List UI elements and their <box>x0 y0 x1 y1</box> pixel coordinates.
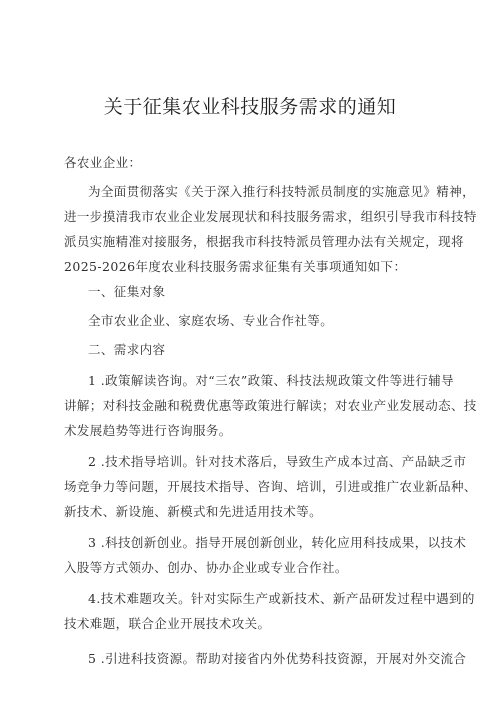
item-2-line-3: 新技术、新设施、新模式和先进适用技术等。 <box>64 504 323 519</box>
intro-line-4: 2025-2026年度农业科技服务需求征集有关事项通知如下： <box>64 259 407 274</box>
item-4-line-1: 4.技术难题攻关。针对实际生产或新技术、新产品研发过程中遇到的 <box>88 591 475 606</box>
intro-line-2: 进一步摸清我市农业企业发展现状和科技服务需求，组织引导我市科技特 <box>64 209 477 224</box>
item-1-line-2: 讲解；对科技金融和税费优惠等政策进行解读；对农业产业发展动态、技 <box>64 398 477 413</box>
section-1-heading: 一、征集对象 <box>88 284 166 299</box>
item-1-line-1: 1 .政策解读咨询。对“三农”政策、科技法规政策文件等进行辅导 <box>88 373 455 388</box>
item-2-line-1: 2 .技术指导培训。针对技术落后，导致生产成本过高、产品缺乏市 <box>88 454 467 469</box>
item-3-line-1: 3 .科技创新创业。指导开展创新创业，转化应用科技成果，以技术 <box>88 535 467 550</box>
section-2-heading: 二、需求内容 <box>88 342 166 357</box>
intro-line-1: 为全面贯彻落实《关于深入推行科技特派员制度的实施意见》精神， <box>88 184 476 199</box>
document-title: 关于征集农业科技服务需求的通知 <box>103 96 397 118</box>
item-3-line-2: 入股等方式领办、创办、协办企业或专业合作社。 <box>64 560 348 575</box>
document-body <box>64 150 477 671</box>
item-2-line-2: 场竞争力等问题，开展技术指导、咨询、培训，引进或推广农业新品种、 <box>64 479 477 494</box>
intro-line-3: 派员实施精准对接服务，根据我市科技特派员管理办法有关规定，现将 <box>64 234 464 249</box>
salutation: 各农业企业： <box>64 155 142 170</box>
item-5-line-1: 5 .引进科技资源。帮助对接省内外优势科技资源，开展对外交流合 <box>88 651 467 666</box>
section-1-text: 全市农业企业、家庭农场、专业合作社等。 <box>88 313 334 328</box>
item-4-line-2: 技术难题，联合企业开展技术攻关。 <box>64 616 271 631</box>
item-1-line-3: 术发展趋势等进行咨询服务。 <box>64 423 232 438</box>
